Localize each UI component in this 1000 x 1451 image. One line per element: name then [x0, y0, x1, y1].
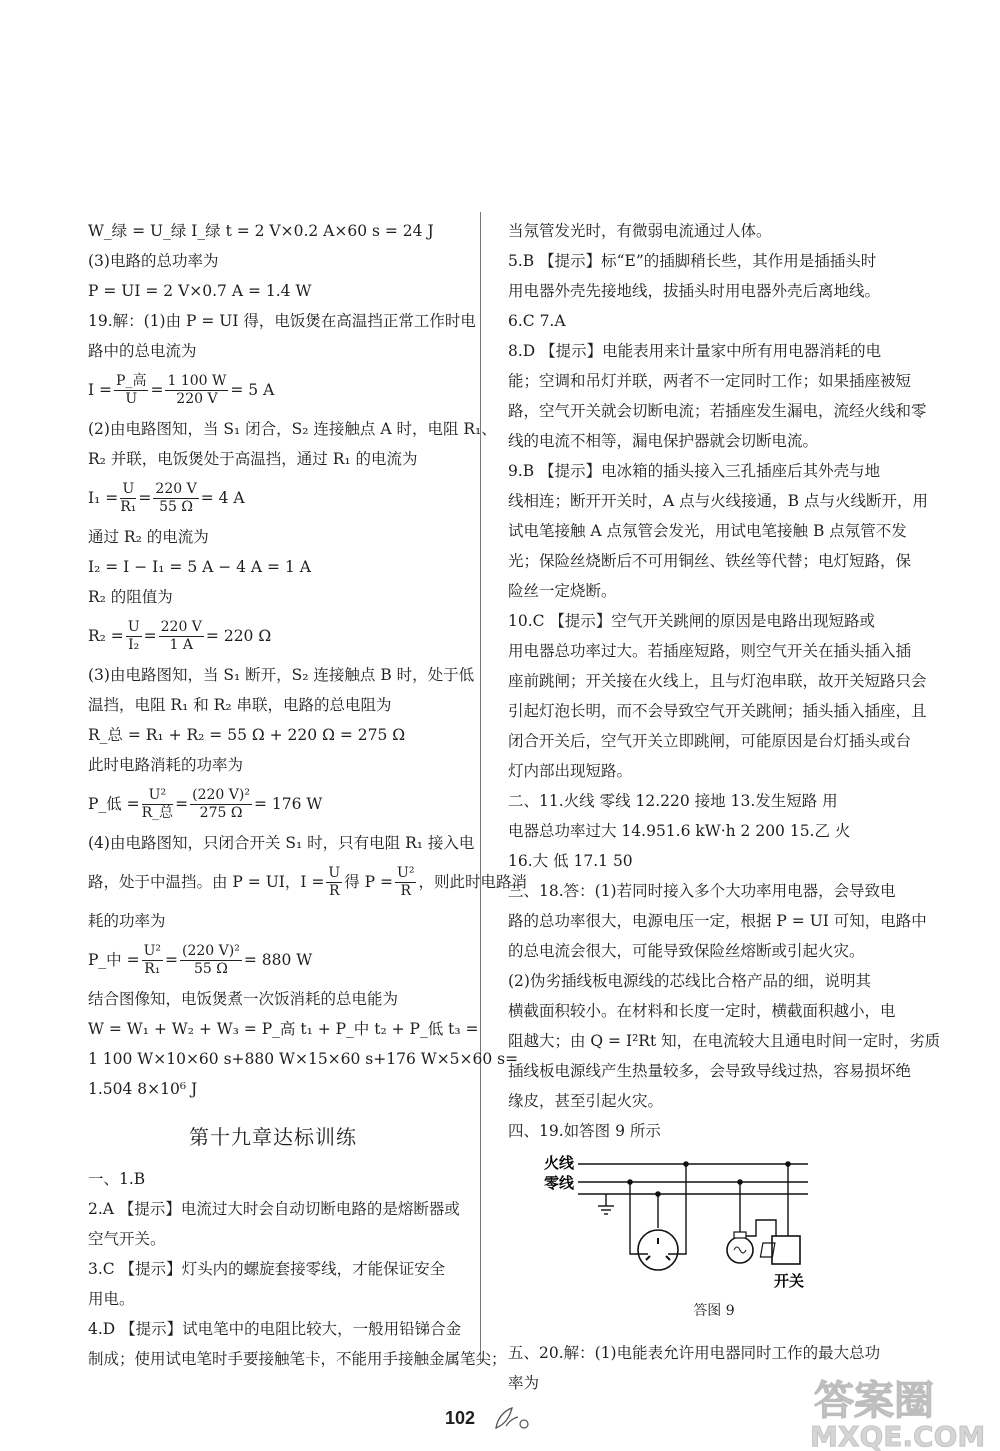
text-line: (2)由电路图知，当 S₁ 闭合，S₂ 连接触点 A 时，电阻 R₁、	[88, 420, 497, 438]
text-line: 通过 R₂ 的电流为	[88, 528, 209, 546]
text-line: 6.C 7.A	[508, 312, 566, 330]
watermark-title: 答案圈	[814, 1378, 934, 1424]
text-line: 1.504 8×10⁶ J	[88, 1080, 198, 1098]
fraction: $\frac{U}{R}$	[328, 864, 341, 899]
text-line: 制成；使用试电笔时手要接触笔卡，不能用手接触金属笔尖；	[88, 1350, 507, 1368]
text-line: 路，空气开关就会切断电流；若插座发生漏电，流经火线和零	[508, 402, 927, 420]
text-line: 五、20.解：(1)电能表允许用电器同时工作的最大总功	[508, 1344, 881, 1362]
live-wire-label: 火线	[544, 1154, 575, 1172]
section-heading: 第十九章达标训练	[189, 1125, 357, 1149]
text-line: 4.D 【提示】试电笔中的电阻比较大，一般用铅锑合金	[88, 1320, 462, 1338]
formula-line: 路，处于中温挡。由 P = UI，I = $\frac{U}{R}$ 得 P = $\frac{\text{U²}}{R}$ ，则此时电路消	[88, 864, 527, 899]
text-line: W_绿 = U_绿 I_绿 t = 2 V×0.2 A×60 s = 24 J	[88, 222, 434, 240]
fraction: $\frac{\text{(220 V)²}}{275 \Omega}$	[192, 786, 250, 821]
text-line: 温挡，电阻 R₁ 和 R₂ 串联，电路的总电阻为	[88, 696, 392, 714]
leaf-ornament-icon	[492, 1404, 532, 1434]
fraction: $\frac{\text{U²}}{R}$	[397, 864, 415, 899]
lamp-filament	[734, 1247, 746, 1253]
text-line: 3.C 【提示】灯头内的螺旋套接零线，才能保证安全	[88, 1260, 446, 1278]
watermark-url: MXQE.COM	[810, 1420, 986, 1451]
text-line: 线相连；断开开关时，A 点与火线接通，B 点与火线断开，用	[508, 492, 928, 510]
text-line: 引起灯泡长明，而不会导致空气开关跳闸；插头插入插座，且	[508, 702, 927, 720]
text-line: 阻越大；由 Q = I²Rt 知，在电流较大且通电时间一定时，劣质	[508, 1032, 941, 1050]
text-line: 横截面积较小。在材料和长度一定时，横截面积越小，电	[508, 1002, 896, 1020]
text-line: 用电器外壳先接地线，拔插头时用电器外壳后离地线。	[508, 282, 881, 300]
formula-line: I = $\frac{\text{P\_高}}{U}$ = $\frac{1 100 W}{220 V}$ = 5 A	[88, 372, 275, 407]
switch-box	[772, 1236, 800, 1264]
lamp-base	[734, 1232, 746, 1238]
fraction: $\frac{\text{P\_高}}{U}$	[116, 372, 147, 407]
formula-line: P_中 = $\frac{\text{U²}}{\text{R₁}}$ = $\frac{\text{(220 V)²}}{55 \Omega}$ = 880 W	[88, 942, 313, 977]
text-line: 用电。	[88, 1290, 135, 1308]
neutral-wire-label: 零线	[544, 1174, 575, 1192]
text-line: 1 100 W×10×60 s+880 W×15×60 s+176 W×5×60 s=	[88, 1050, 519, 1068]
column-divider	[480, 212, 481, 1362]
fraction: $\frac{U}{\text{R₁}}$	[120, 480, 137, 515]
fraction: $\frac{\text{(220 V)²}}{55 \Omega}$	[182, 942, 240, 977]
fraction: $\frac{U}{\text{I₂}}$	[127, 618, 140, 653]
watermark-logo	[800, 1370, 995, 1450]
right-column	[508, 216, 941, 1398]
text-line: (3)电路的总功率为	[88, 252, 219, 270]
text-line: R₂ 并联，电饭煲处于高温挡，通过 R₁ 的电流为	[88, 450, 418, 468]
text-line: 当氖管发光时，有微弱电流通过人体。	[508, 222, 772, 240]
fraction: $\frac{1 100 W}{220 V}$	[167, 372, 227, 407]
text-line: 险丝一定烧断。	[508, 582, 617, 600]
fraction: $\frac{220 V}{1 A}$	[160, 618, 202, 653]
text-line: 用电器总功率过大。若插座短路，则空气开关在插头插入插	[508, 642, 912, 660]
text-line: 空气开关。	[88, 1230, 166, 1248]
three-hole-socket	[638, 1230, 678, 1270]
fraction: $\frac{\text{U²}}{\text{R\_总}}$	[141, 786, 174, 821]
text-line: 2.A 【提示】电流过大时会自动切断电路的是熔断器或	[88, 1200, 460, 1218]
text-line: W = W₁ + W₂ + W₃ = P_高 t₁ + P_中 t₂ + P_低 t₃ =	[88, 1020, 479, 1038]
text-line: R₂ 的阻值为	[88, 588, 173, 606]
text-line: 路的总功率很大，电源电压一定，根据 P = UI 可知，电路中	[508, 912, 927, 930]
text-line: 插线板电源线产生热量较多，会导致导线过热，容易损坏绝	[508, 1062, 912, 1080]
text-line: 8.D 【提示】电能表用来计量家中所有用电器消耗的电	[508, 342, 882, 360]
text-line: 19.解：(1)由 P = UI 得，电饭煲在高温挡正常工作时电	[88, 312, 476, 330]
text-line: 线的电流不相等，漏电保护器就会切断电流。	[508, 432, 819, 450]
formula-line: R₂ = $\frac{U}{\text{I₂}}$ = $\frac{220 V}{1 A}$ = 220 Ω	[88, 618, 272, 653]
text-line: R_总 = R₁ + R₂ = 55 Ω + 220 Ω = 275 Ω	[88, 726, 406, 744]
text-line: 试电笔接触 A 点氖管会发光，用试电笔接触 B 点氖管不发	[508, 522, 907, 540]
fraction: $\frac{\text{U²}}{\text{R₁}}$	[143, 942, 162, 977]
formula-line: I₁ = $\frac{U}{\text{R₁}}$ = $\frac{220 V}{55 \Omega}$ = 4 A	[88, 480, 245, 515]
text-line: 灯内部出现短路。	[508, 762, 633, 780]
text-line: 四、19.如答图 9 所示	[508, 1122, 661, 1140]
text-line: 5.B 【提示】标“E”的插脚稍长些，其作用是插插头时	[508, 252, 877, 270]
text-line: 率为	[508, 1374, 540, 1392]
text-line: 缘皮，甚至引起火灾。	[508, 1092, 664, 1110]
text-line: 10.C 【提示】空气开关跳闸的原因是电路出现短路或	[508, 612, 875, 630]
circuit-diagram	[508, 1146, 890, 1296]
text-line: P = UI = 2 V×0.7 A = 1.4 W	[88, 282, 312, 300]
text-line: 三、18.答：(1)若同时接入多个大功率用电器，会导致电	[508, 882, 896, 900]
text-line: 座前跳闸；开关接在火线上，且与灯泡串联，故开关短路只会	[508, 672, 927, 690]
text-line: 路中的总电流为	[88, 342, 197, 360]
left-column	[88, 216, 527, 1374]
text-line: 此时电路消耗的功率为	[88, 756, 244, 774]
switch-label: 开关	[774, 1272, 805, 1290]
figure-caption: 答图 9	[693, 1303, 735, 1319]
page-number: 102	[445, 1408, 476, 1428]
text-line: 能；空调和吊灯并联，两者不一定同时工作；如果插座被短	[508, 372, 912, 390]
text-line: 一、1.B	[88, 1170, 146, 1188]
text-line: (2)伪劣插线板电源线的芯线比合格产品的细，说明其	[508, 972, 871, 990]
text-line: 电器总功率过大 14.951.6 kW·h 2 200 15.乙 火	[508, 822, 851, 840]
text-line: (4)由电路图知，只闭合开关 S₁ 时，只有电阻 R₁ 接入电	[88, 834, 475, 852]
fraction: $\frac{220 V}{55 \Omega}$	[155, 480, 197, 515]
text-line: I₂ = I − I₁ = 5 A − 4 A = 1 A	[88, 558, 311, 576]
text-line: 9.B 【提示】电冰箱的插头接入三孔插座后其外壳与地	[508, 462, 881, 480]
text-line: (3)由电路图知，当 S₁ 断开，S₂ 连接触点 B 时，处于低	[88, 666, 475, 684]
text-line: 闭合开关后，空气开关立即跳闸，可能原因是台灯插头或台	[508, 732, 912, 750]
text-line: 结合图像知，电饭煲煮一次饭消耗的总电能为	[88, 990, 399, 1008]
text-line: 光；保险丝烧断后不可用铜丝、铁丝等代替；电灯短路，保	[508, 552, 912, 570]
text-line: 耗的功率为	[88, 912, 166, 930]
text-line: 16.大 低 17.1 50	[508, 852, 633, 870]
text-line: 的总电流会很大，可能导致保险丝熔断或引起火灾。	[508, 942, 865, 960]
circuit-diagram-svg	[508, 1146, 890, 1296]
text-line: 二、11.火线 零线 12.220 接地 13.发生短路 用	[508, 792, 838, 810]
formula-line: P_低 = $\frac{\text{U²}}{\text{R\_总}}$ = $\frac{\text{(220 V)²}}{275 \Omega}$ = 176 W	[88, 786, 323, 821]
